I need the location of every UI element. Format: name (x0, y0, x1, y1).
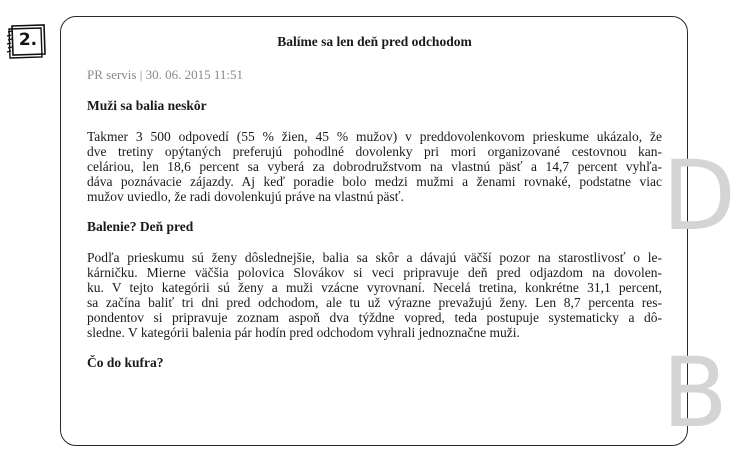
paragraph-line: ku. V tejto kategórii sú ženy a muži vzácne vyrovnaní. Necelá tretina, konkrétne 31,1 percent, (87, 280, 662, 295)
watermark-letter-b: B (662, 337, 728, 449)
paragraph-line: kárničku. Mierne väčšia polovica Slovákov si veci pripravuje deň pred odjazdom na dovolen- (87, 265, 662, 280)
paragraph-line: Takmer 3 500 odpovedí (55 % žien, 45 % mužov) v preddovolenkovom prieskume ukázalo, že (87, 129, 662, 144)
badge-number: 2. (18, 30, 38, 50)
paragraph-line: dve tretiny opýtaných preferujú pohodlné dovolenky pri mori organizované cestovnou kan- (87, 144, 662, 159)
section-paragraph-2 (87, 250, 662, 340)
paragraph-line: celáriou, len 18,6 percent sa vyberá za dobrodružstvom na vlastnú päsť a 14,7 percent vyhľa- (87, 159, 662, 174)
section-heading-2: Balenie? Deň pred (87, 219, 194, 234)
section-heading-1: Muži sa balia neskôr (87, 98, 207, 113)
paragraph-line: mužov uviedlo, že radi dovolenkujú práve na vlastnú päsť. (87, 189, 404, 204)
paragraph-line: sa začína baliť tri dni pred odchodom, ale tu už výrazne prevažujú ženy. Len 8,7 percenta res- (87, 295, 662, 310)
article-byline: PR servis | 30. 06. 2015 11:51 (87, 67, 243, 82)
article-title: Balíme sa len deň pred odchodom (277, 34, 472, 49)
watermark-letter-d: D (662, 140, 736, 252)
section-heading-3: Čo do kufra? (87, 355, 164, 370)
paragraph-line: Podľa prieskumu sú ženy dôslednejšie, balia sa skôr a dávajú väčší pozor na starostlivosť o le- (87, 250, 662, 265)
paragraph-line: pondentov si pripravuje zoznam aspoň dva týždne vopred, teda postupuje systematicky a dô- (87, 310, 662, 325)
section-paragraph-1 (87, 129, 662, 204)
question-number-badge (6, 20, 50, 60)
paragraph-line: sledne. V kategórii balenia pár hodín pred odchodom vyhrali jednoznačne muži. (87, 325, 520, 340)
article-content (87, 34, 662, 371)
paragraph-line: dáva poznávacie zájazdy. Aj keď poradie bolo medzi mužmi a ženami rovnaké, podstatne viac (87, 174, 662, 189)
